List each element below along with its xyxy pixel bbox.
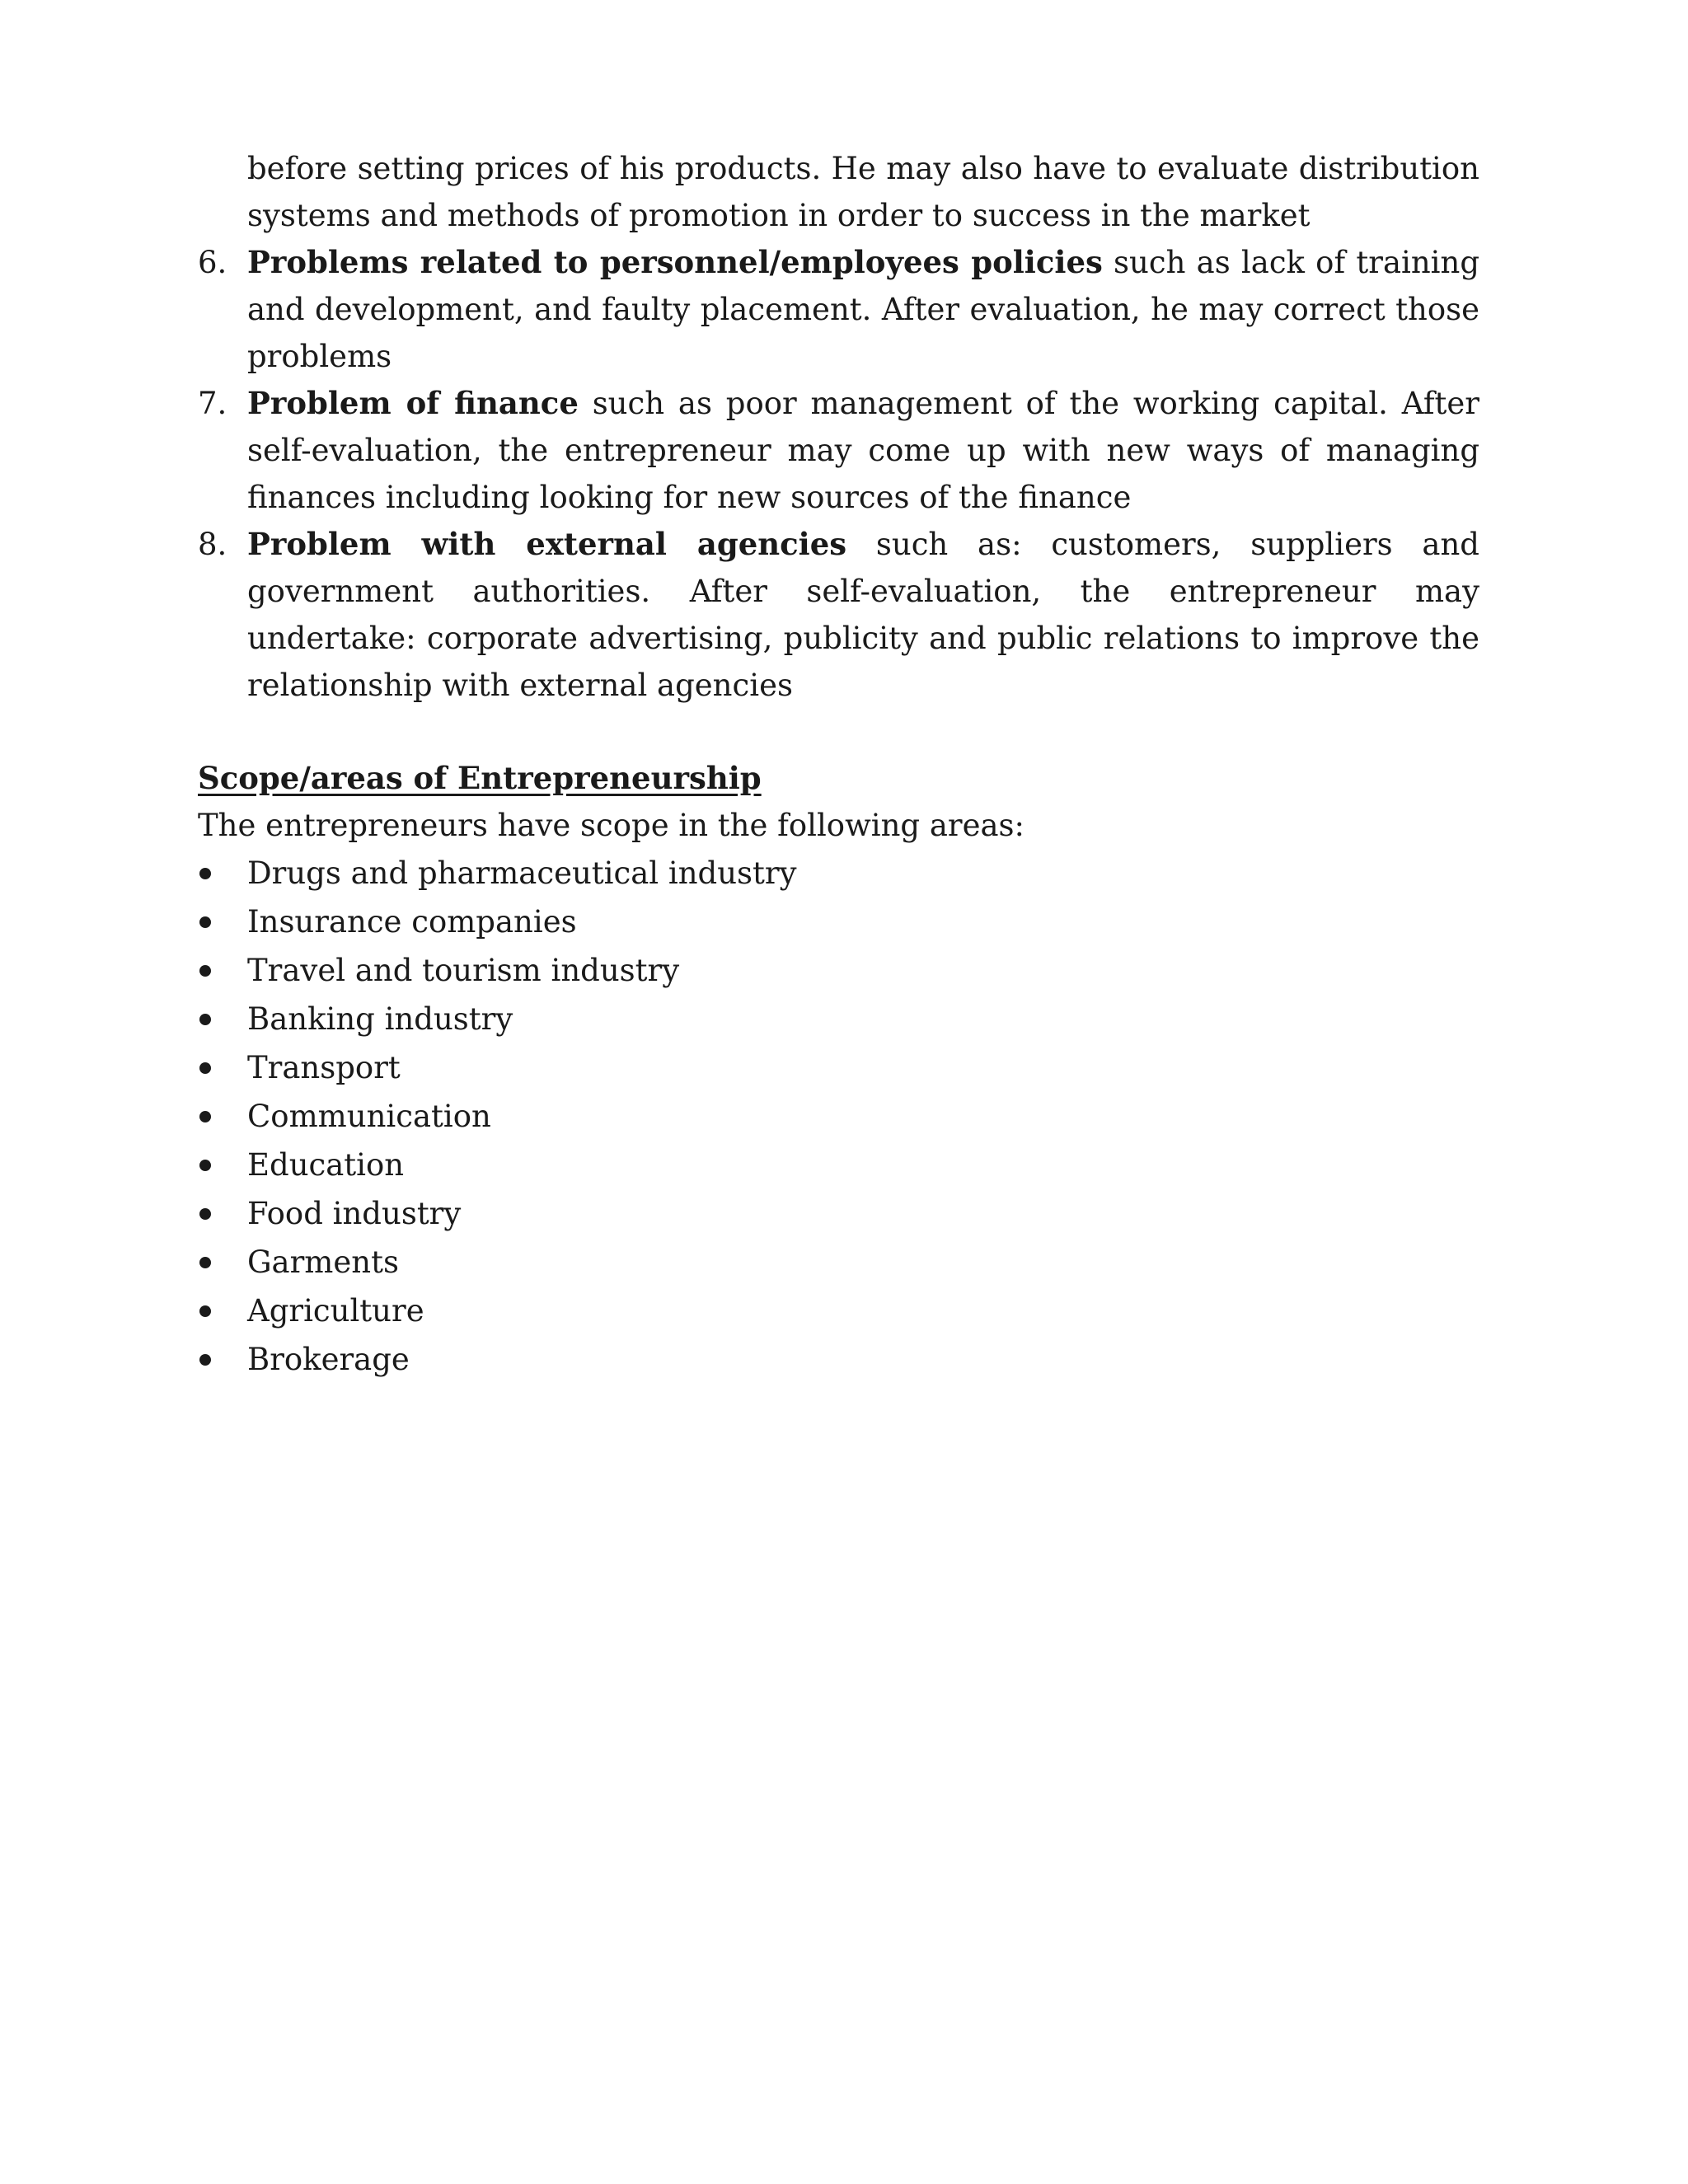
section-heading: Scope/areas of Entrepreneurship (198, 760, 762, 796)
item-text: such as: customers, suppliers and government authorities. After self-evaluation, the entrepreneur may undertake: corporate advertising, publicity and public relations to improve the relationship with external agencies (247, 527, 1479, 703)
continuation-paragraph: before setting prices of his products. He may also have to evaluate distribution systems and methods of promotion in order to success in the market (247, 151, 1479, 233)
areas-list (198, 849, 1479, 1384)
list-item (198, 898, 1479, 946)
bullet-icon (199, 1354, 211, 1366)
list-item (198, 1286, 1479, 1335)
list-item (198, 1189, 1479, 1238)
list-item (198, 1335, 1479, 1384)
bullet-icon (199, 1111, 211, 1122)
list-item-label: Brokerage (247, 1342, 410, 1377)
list-item-label: Drugs and pharmaceutical industry (247, 855, 797, 891)
list-item-label: Transport (247, 1050, 401, 1085)
numbered-item-6 (198, 239, 1479, 380)
item-text: such as lack of training and development, and faulty placement. After evaluation, he may correct those problems (247, 245, 1480, 374)
list-item (198, 946, 1479, 995)
bullet-icon (199, 1062, 211, 1074)
item-number: 8. (198, 527, 227, 562)
item-bold-lead: Problem with external agencies (247, 526, 847, 562)
list-item (198, 995, 1479, 1043)
bullet-icon (199, 1257, 211, 1268)
item-number: 6. (198, 245, 227, 280)
document-page (198, 145, 1479, 1384)
bullet-icon (199, 965, 211, 977)
list-item-label: Agriculture (247, 1293, 424, 1329)
bullet-icon (199, 1160, 211, 1171)
numbered-item-7 (198, 380, 1479, 521)
bullet-icon (199, 916, 211, 928)
list-item-label: Food industry (247, 1196, 462, 1231)
numbered-list (198, 239, 1479, 709)
bullet-icon (199, 1208, 211, 1220)
item-number: 7. (198, 386, 227, 421)
list-item (198, 849, 1479, 898)
list-item (198, 1238, 1479, 1286)
item-bold-lead: Problems related to personnel/employees policies (247, 244, 1103, 280)
list-item (198, 1092, 1479, 1141)
bullet-icon (199, 1014, 211, 1025)
section-intro: The entrepreneurs have scope in the following areas: (198, 808, 1025, 843)
list-item-label: Garments (247, 1244, 399, 1280)
list-item (198, 1043, 1479, 1092)
bullet-icon (199, 868, 211, 879)
item-text: such as poor management of the working capital. After self-evaluation, the entrepreneur may come up with new ways of managing finances including looking for new sources of the finance (247, 386, 1479, 515)
item-bold-lead: Problem of finance (247, 385, 579, 421)
list-item-label: Insurance companies (247, 904, 577, 940)
list-item-label: Travel and tourism industry (247, 953, 680, 988)
list-item-label: Education (247, 1147, 405, 1183)
list-item-label: Communication (247, 1099, 491, 1134)
list-item (198, 1141, 1479, 1189)
bullet-icon (199, 1305, 211, 1317)
numbered-item-8 (198, 521, 1479, 709)
list-item-label: Banking industry (247, 1001, 513, 1037)
